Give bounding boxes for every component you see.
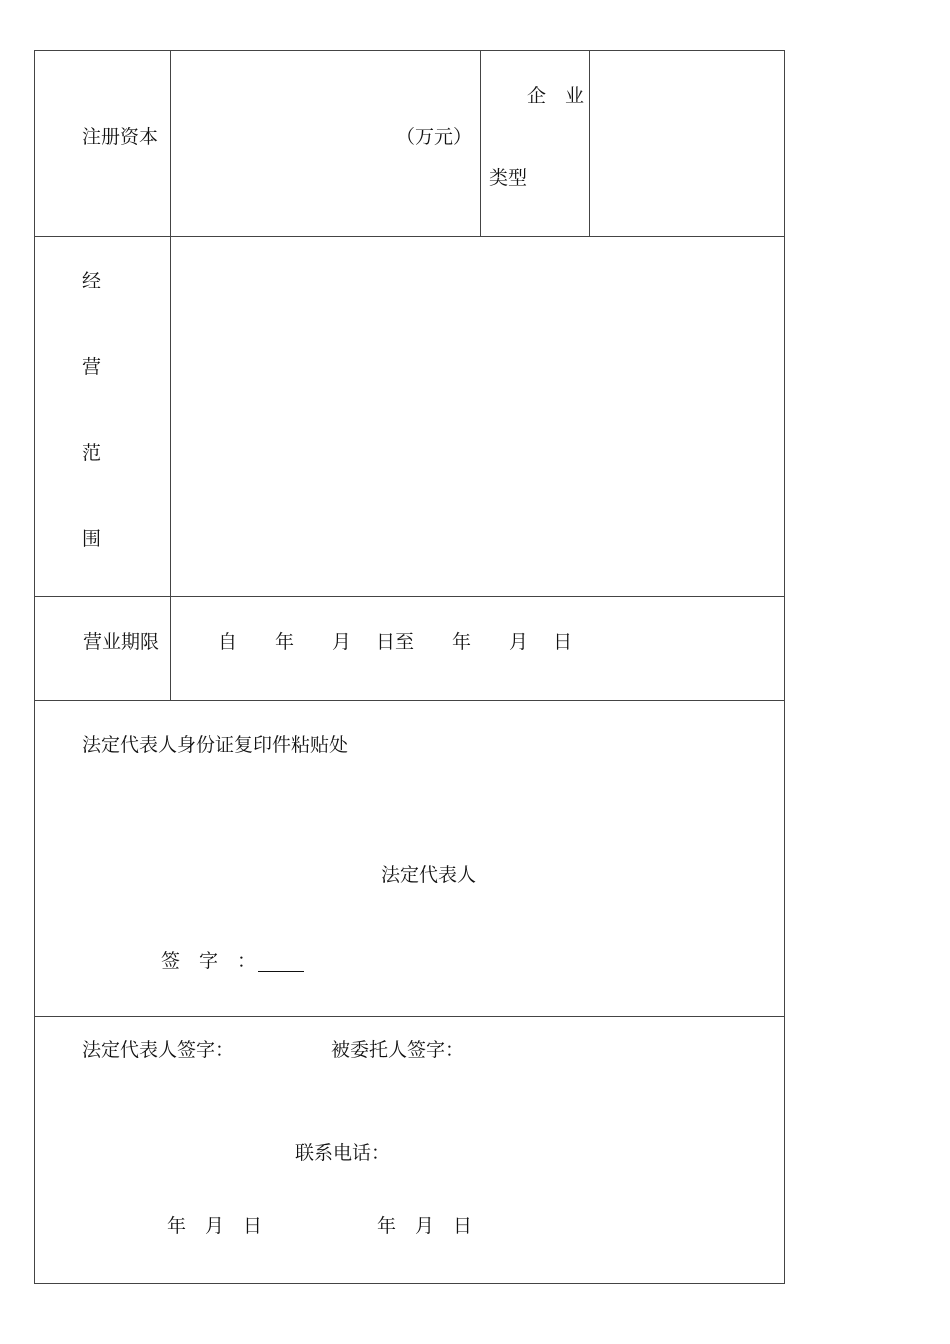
business-scope-label-char: 营 [82, 356, 102, 378]
table-border-bottom [34, 1283, 785, 1284]
id-copy-paste-title: 法定代表人身份证复印件粘贴处 [82, 734, 349, 756]
business-scope-label-char: 范 [82, 442, 102, 464]
registered-capital-field[interactable] [171, 51, 391, 236]
legal-rep-signature-label: 签 字 ： [161, 950, 304, 972]
enterprise-type-label-line1: 企 业 [527, 85, 585, 107]
type-label-left-divider [480, 50, 481, 237]
business-scope-label-char: 围 [82, 528, 102, 550]
legal-rep-sign-label: 法定代表人签字： [82, 1039, 235, 1061]
legal-rep-label: 法定代表人 [381, 864, 477, 886]
signature-underline[interactable] [258, 953, 304, 972]
row-divider [34, 1016, 785, 1017]
registered-capital-label: 注册资本 [82, 126, 159, 148]
business-term-label: 营业期限 [83, 631, 160, 653]
date-left: 年 月 日 [167, 1215, 263, 1237]
business-term-value[interactable]: 自 年 月 日至 年 月 日 [218, 631, 573, 653]
row-divider [34, 700, 785, 701]
enterprise-type-label-line2: 类型 [489, 167, 528, 189]
registered-capital-unit: （万元） [396, 126, 473, 148]
row-divider [34, 596, 785, 597]
business-scope-label-char: 经 [82, 270, 102, 292]
agent-sign-label: 被委托人签字： [331, 1039, 465, 1061]
table-border-left [34, 50, 35, 1284]
business-scope-field[interactable] [171, 237, 784, 596]
enterprise-type-field[interactable] [590, 51, 784, 236]
date-right: 年 月 日 [377, 1215, 473, 1237]
contact-phone-label: 联系电话： [295, 1142, 391, 1164]
table-border-right [784, 50, 785, 1284]
